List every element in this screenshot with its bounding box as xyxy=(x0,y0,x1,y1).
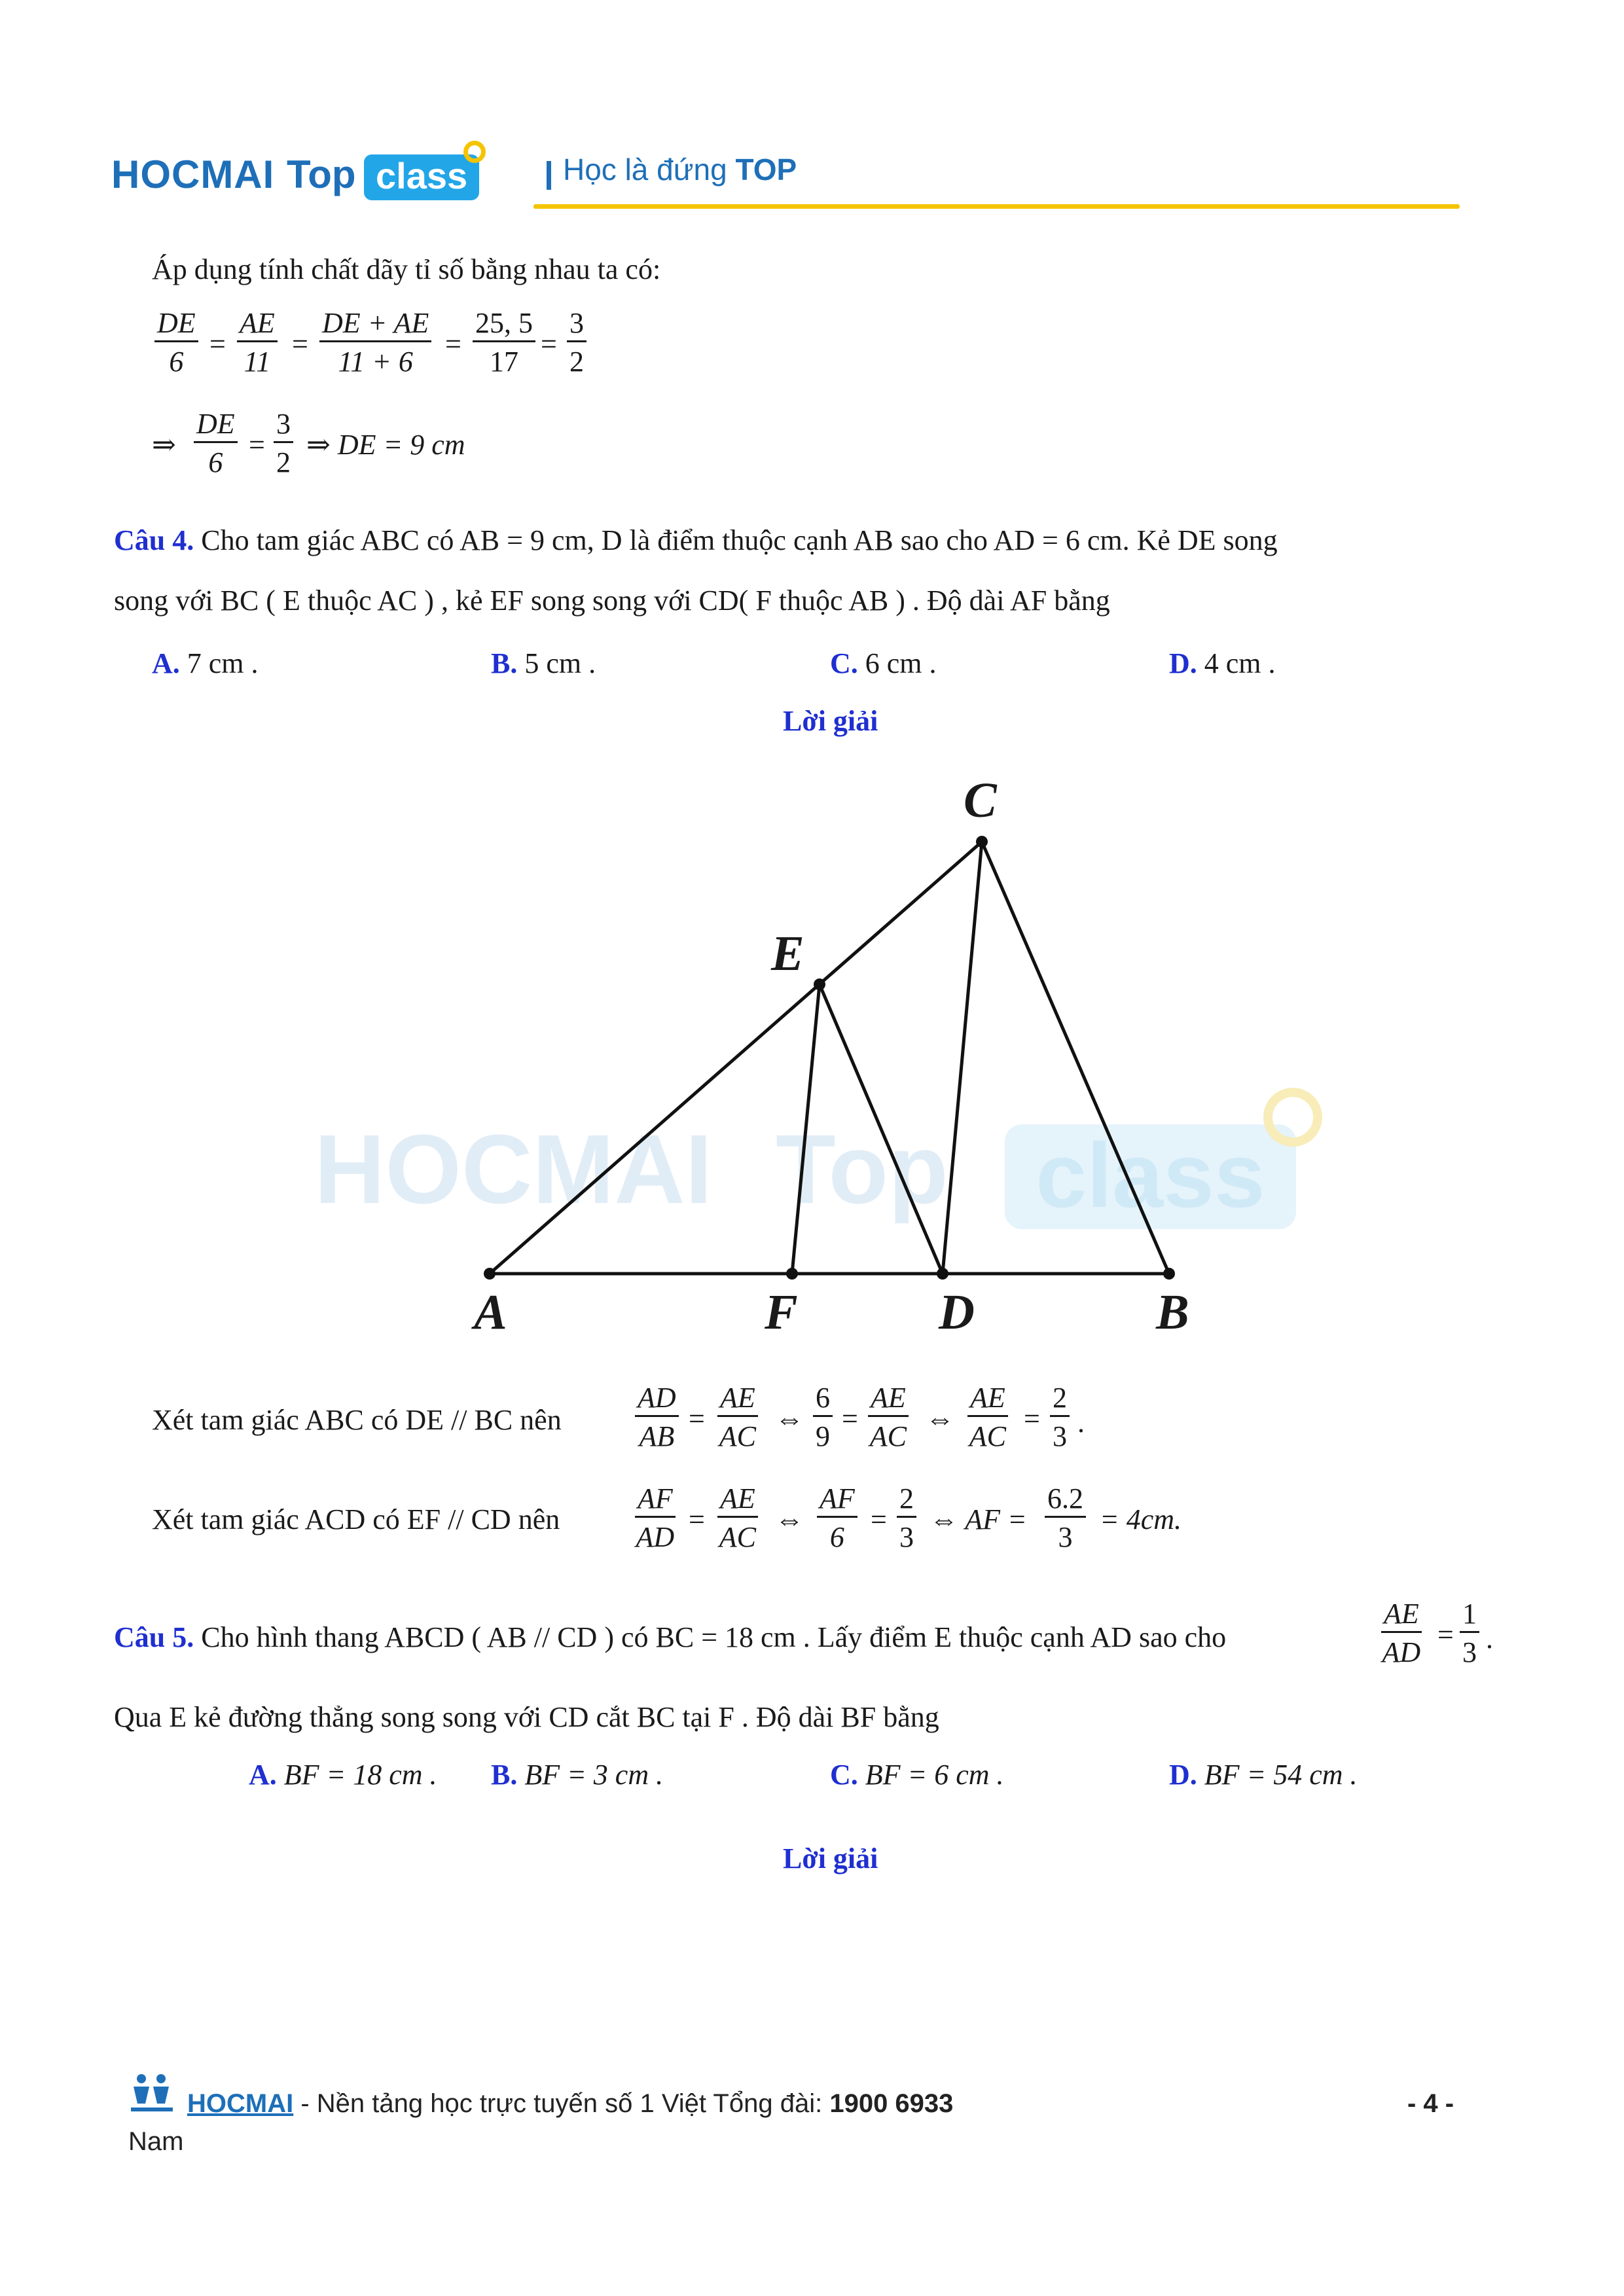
fraction: $\frac{DE + AE}{11 + 6}$ xyxy=(319,306,431,379)
solution-title: Lời giải xyxy=(783,705,878,737)
period: . xyxy=(1486,1623,1493,1655)
fraction: $\frac{DE}{6}$ xyxy=(194,407,238,480)
option-c[interactable]: C. 6 cm . xyxy=(830,647,937,679)
question-5-line-1: Câu 5. Cho hình thang ABCD ( AB // CD ) có BC = 18 cm . Lấy điểm E thuộc cạnh AD sao cho xyxy=(114,1621,1227,1653)
solution-text: ⇔ AF = xyxy=(929,1503,1027,1535)
footer-brand-link[interactable]: HOCMAI xyxy=(187,2089,294,2118)
equals-sign: = xyxy=(249,429,265,461)
iff-sign: ⇔ xyxy=(775,1403,804,1435)
tagline: Học là đứng TOP xyxy=(563,152,797,187)
point-c xyxy=(976,836,988,848)
equals-sign: = xyxy=(445,328,461,360)
segment-ef xyxy=(792,984,820,1274)
solution-text: Xét tam giác ABC có DE // BC nên xyxy=(152,1404,562,1436)
fraction: $\frac{AE}{11}$ xyxy=(237,306,278,379)
label-f: F xyxy=(765,1285,798,1340)
point-b xyxy=(1163,1268,1175,1280)
point-d xyxy=(937,1268,948,1280)
fraction: $\frac{25, 5}{17}$ xyxy=(473,306,535,379)
point-a xyxy=(484,1268,496,1280)
segment-cd xyxy=(943,842,982,1274)
label-a: A xyxy=(474,1285,507,1340)
point-f xyxy=(786,1268,798,1280)
equals-sign: = xyxy=(292,328,308,360)
fraction: $\frac{AE}{AC}$ xyxy=(967,1381,1008,1454)
question-5-line-2: Qua E kẻ đường thẳng song song với CD cắt BC tại F . Độ dài BF bằng xyxy=(114,1701,939,1733)
fraction: $\frac{AD}{AB}$ xyxy=(635,1381,679,1454)
watermark-top: Top xyxy=(776,1114,948,1224)
fraction: $\frac{AF}{AD}$ xyxy=(636,1482,675,1553)
solution-title: Lời giải xyxy=(783,1842,878,1874)
equals-sign: = xyxy=(1437,1619,1454,1651)
segment-de xyxy=(820,984,943,1274)
question-4-line-1: Câu 4. Cho tam giác ABC có AB = 9 cm, D là điểm thuộc cạnh AB sao cho AD = 6 cm. Kẻ DE song xyxy=(114,524,1278,556)
fraction: $\frac{DE}{6}$ xyxy=(154,306,198,379)
fraction: $\frac{AE}{AC}$ xyxy=(717,1482,758,1554)
equals-sign: = xyxy=(842,1403,858,1435)
fraction: $\frac{2}{3}$ xyxy=(1050,1381,1070,1454)
segment-ac xyxy=(490,842,982,1274)
option-c[interactable]: C. BF = 6 cm . xyxy=(830,1759,1004,1791)
option-b[interactable]: B. 5 cm . xyxy=(491,647,596,679)
watermark-class: class xyxy=(1005,1124,1296,1229)
iff-sign: ⇔ xyxy=(775,1503,804,1535)
fraction: $\frac{3}{2}$ xyxy=(567,306,586,379)
option-d[interactable]: D. BF = 54 cm . xyxy=(1169,1759,1358,1791)
label-c: C xyxy=(964,773,997,828)
option-a[interactable]: A. 7 cm . xyxy=(152,647,259,679)
fraction: $\frac{6.2}{3}$ xyxy=(1045,1482,1086,1554)
solution-result: = 4cm. xyxy=(1100,1503,1182,1535)
question-4-line-2: song với BC ( E thuộc AC ) , kẻ EF song song với CD( F thuộc AB ) . Độ dài AF bằng xyxy=(114,584,1110,617)
iff-sign: ⇔ xyxy=(926,1403,954,1435)
implies-sign: ⇒ xyxy=(152,429,176,461)
equals-sign: = xyxy=(689,1403,705,1435)
result-text: ⇒ DE = 9 cm xyxy=(306,429,465,461)
fraction: $\frac{AE}{AC}$ xyxy=(868,1381,909,1454)
watermark-hocmai: HOCMAI xyxy=(314,1114,713,1224)
equals-sign: = xyxy=(871,1503,887,1535)
fraction: $\frac{1}{3}$ xyxy=(1460,1597,1479,1670)
fraction: $\frac{3}{2}$ xyxy=(274,407,293,480)
option-b[interactable]: B. BF = 3 cm . xyxy=(491,1759,664,1791)
page-number: - 4 - xyxy=(1407,2089,1454,2118)
option-d[interactable]: D. 4 cm . xyxy=(1169,647,1276,679)
label-d: D xyxy=(939,1285,975,1340)
label-b: B xyxy=(1156,1285,1189,1340)
option-a[interactable]: A. BF = 18 cm . xyxy=(249,1759,437,1791)
footer-text: HOCMAI - Nền tảng học trực tuyến số 1 Việt Tổng đài: 1900 6933 xyxy=(187,2089,954,2118)
fraction: $\frac{AF}{6}$ xyxy=(817,1482,857,1554)
label-e: E xyxy=(771,926,804,981)
brand-logo-top: Top xyxy=(287,152,356,196)
equals-sign: = xyxy=(541,328,557,360)
footer-text-line-2: Nam xyxy=(128,2127,184,2156)
brand-logo-class: class xyxy=(364,154,479,200)
period: . xyxy=(1077,1407,1085,1439)
fraction: $\frac{AE}{AD}$ xyxy=(1382,1598,1421,1668)
brand-logo: HOCMAI xyxy=(111,152,275,196)
fraction: $\frac{6}{9}$ xyxy=(813,1381,833,1454)
intro-line: Áp dụng tính chất dãy tỉ số bằng nhau ta có: xyxy=(152,253,661,285)
hocmai-logo-icon xyxy=(128,2072,175,2114)
point-e xyxy=(814,978,825,990)
fraction: $\frac{AE}{AC}$ xyxy=(717,1381,758,1454)
fraction: $\frac{2}{3}$ xyxy=(897,1482,916,1554)
equals-sign: = xyxy=(1024,1403,1040,1435)
segment-bc xyxy=(982,842,1169,1274)
equals-sign: = xyxy=(689,1503,705,1535)
solution-text: Xét tam giác ACD có EF // CD nên xyxy=(152,1503,560,1535)
equals-sign: = xyxy=(209,328,226,360)
